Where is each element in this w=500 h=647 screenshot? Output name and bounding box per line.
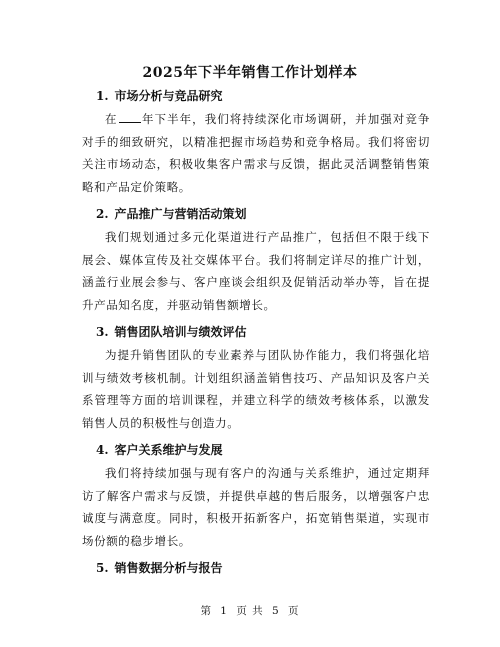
section-product-promotion [82,204,430,316]
section-heading-text: 客户关系维护与发展 [114,443,223,457]
section-team-training [82,322,430,434]
document-body [82,86,430,578]
paragraph-text-after-blank: 年下半年，我们将持续深化市场调研，并加强对竞争对手的细致研究，以精准把握市场趋势和竞争格局。我们将密切关注市场动态，积极收集客户需求与反馈，据此灵活调整销售策略和产品定价策略。 [82,112,430,194]
page-footer [0,603,500,619]
section-heading [82,204,430,224]
section-customer-relations [82,440,430,552]
footer-prefix: 第 [200,605,212,617]
footer-current-page: 1 [220,605,228,617]
section-number: 1. [96,89,109,103]
section-heading [82,440,430,460]
section-heading-text: 产品推广与营销活动策划 [114,207,247,221]
section-heading-text: 销售团队培训与绩效评估 [114,325,247,339]
year-blank-line [119,110,141,123]
section-heading-text: 市场分析与竞品研究 [114,89,223,103]
footer-middle: 页 共 [236,605,264,617]
section-paragraph [82,108,430,198]
section-heading [82,86,430,106]
section-heading [82,322,430,342]
section-number: 4. [96,443,109,457]
document-title: 2025年下半年销售工作计划样本 [142,65,358,81]
section-sales-data [82,558,430,578]
section-number: 3. [96,325,109,339]
footer-total-pages: 5 [272,605,280,617]
section-heading [82,558,430,578]
section-paragraph: 为提升销售团队的专业素养与团队协作能力，我们将强化培训与绩效考核机制。计划组织涵盖销售技巧、产品知识及客户关系管理等方面的培训课程，并建立科学的绩效考核体系，以激发销售人员的积极性与创造力。 [82,348,430,430]
section-paragraph: 我们将持续加强与现有客户的沟通与关系维护，通过定期拜访了解客户需求与反馈，并提供卓越的售后服务，以增强客户忠诚度与满意度。同时，积极开拓新客户，拓宽销售渠道，实现市场份额的稳步增长。 [82,466,430,548]
section-heading-text: 销售数据分析与报告 [114,561,223,575]
section-number: 5. [96,561,109,575]
footer-suffix: 页 [288,605,300,617]
section-number: 2. [96,207,109,221]
section-paragraph: 我们规划通过多元化渠道进行产品推广，包括但不限于线下展会、媒体宣传及社交媒体平台。我们将制定详尽的推广计划，涵盖行业展会参与、客户座谈会组织及促销活动举办等，旨在提升产品知名度，并驱动销售额增长。 [82,230,430,312]
section-market-analysis [82,86,430,198]
paragraph-text-before-blank: 在 [105,112,118,126]
